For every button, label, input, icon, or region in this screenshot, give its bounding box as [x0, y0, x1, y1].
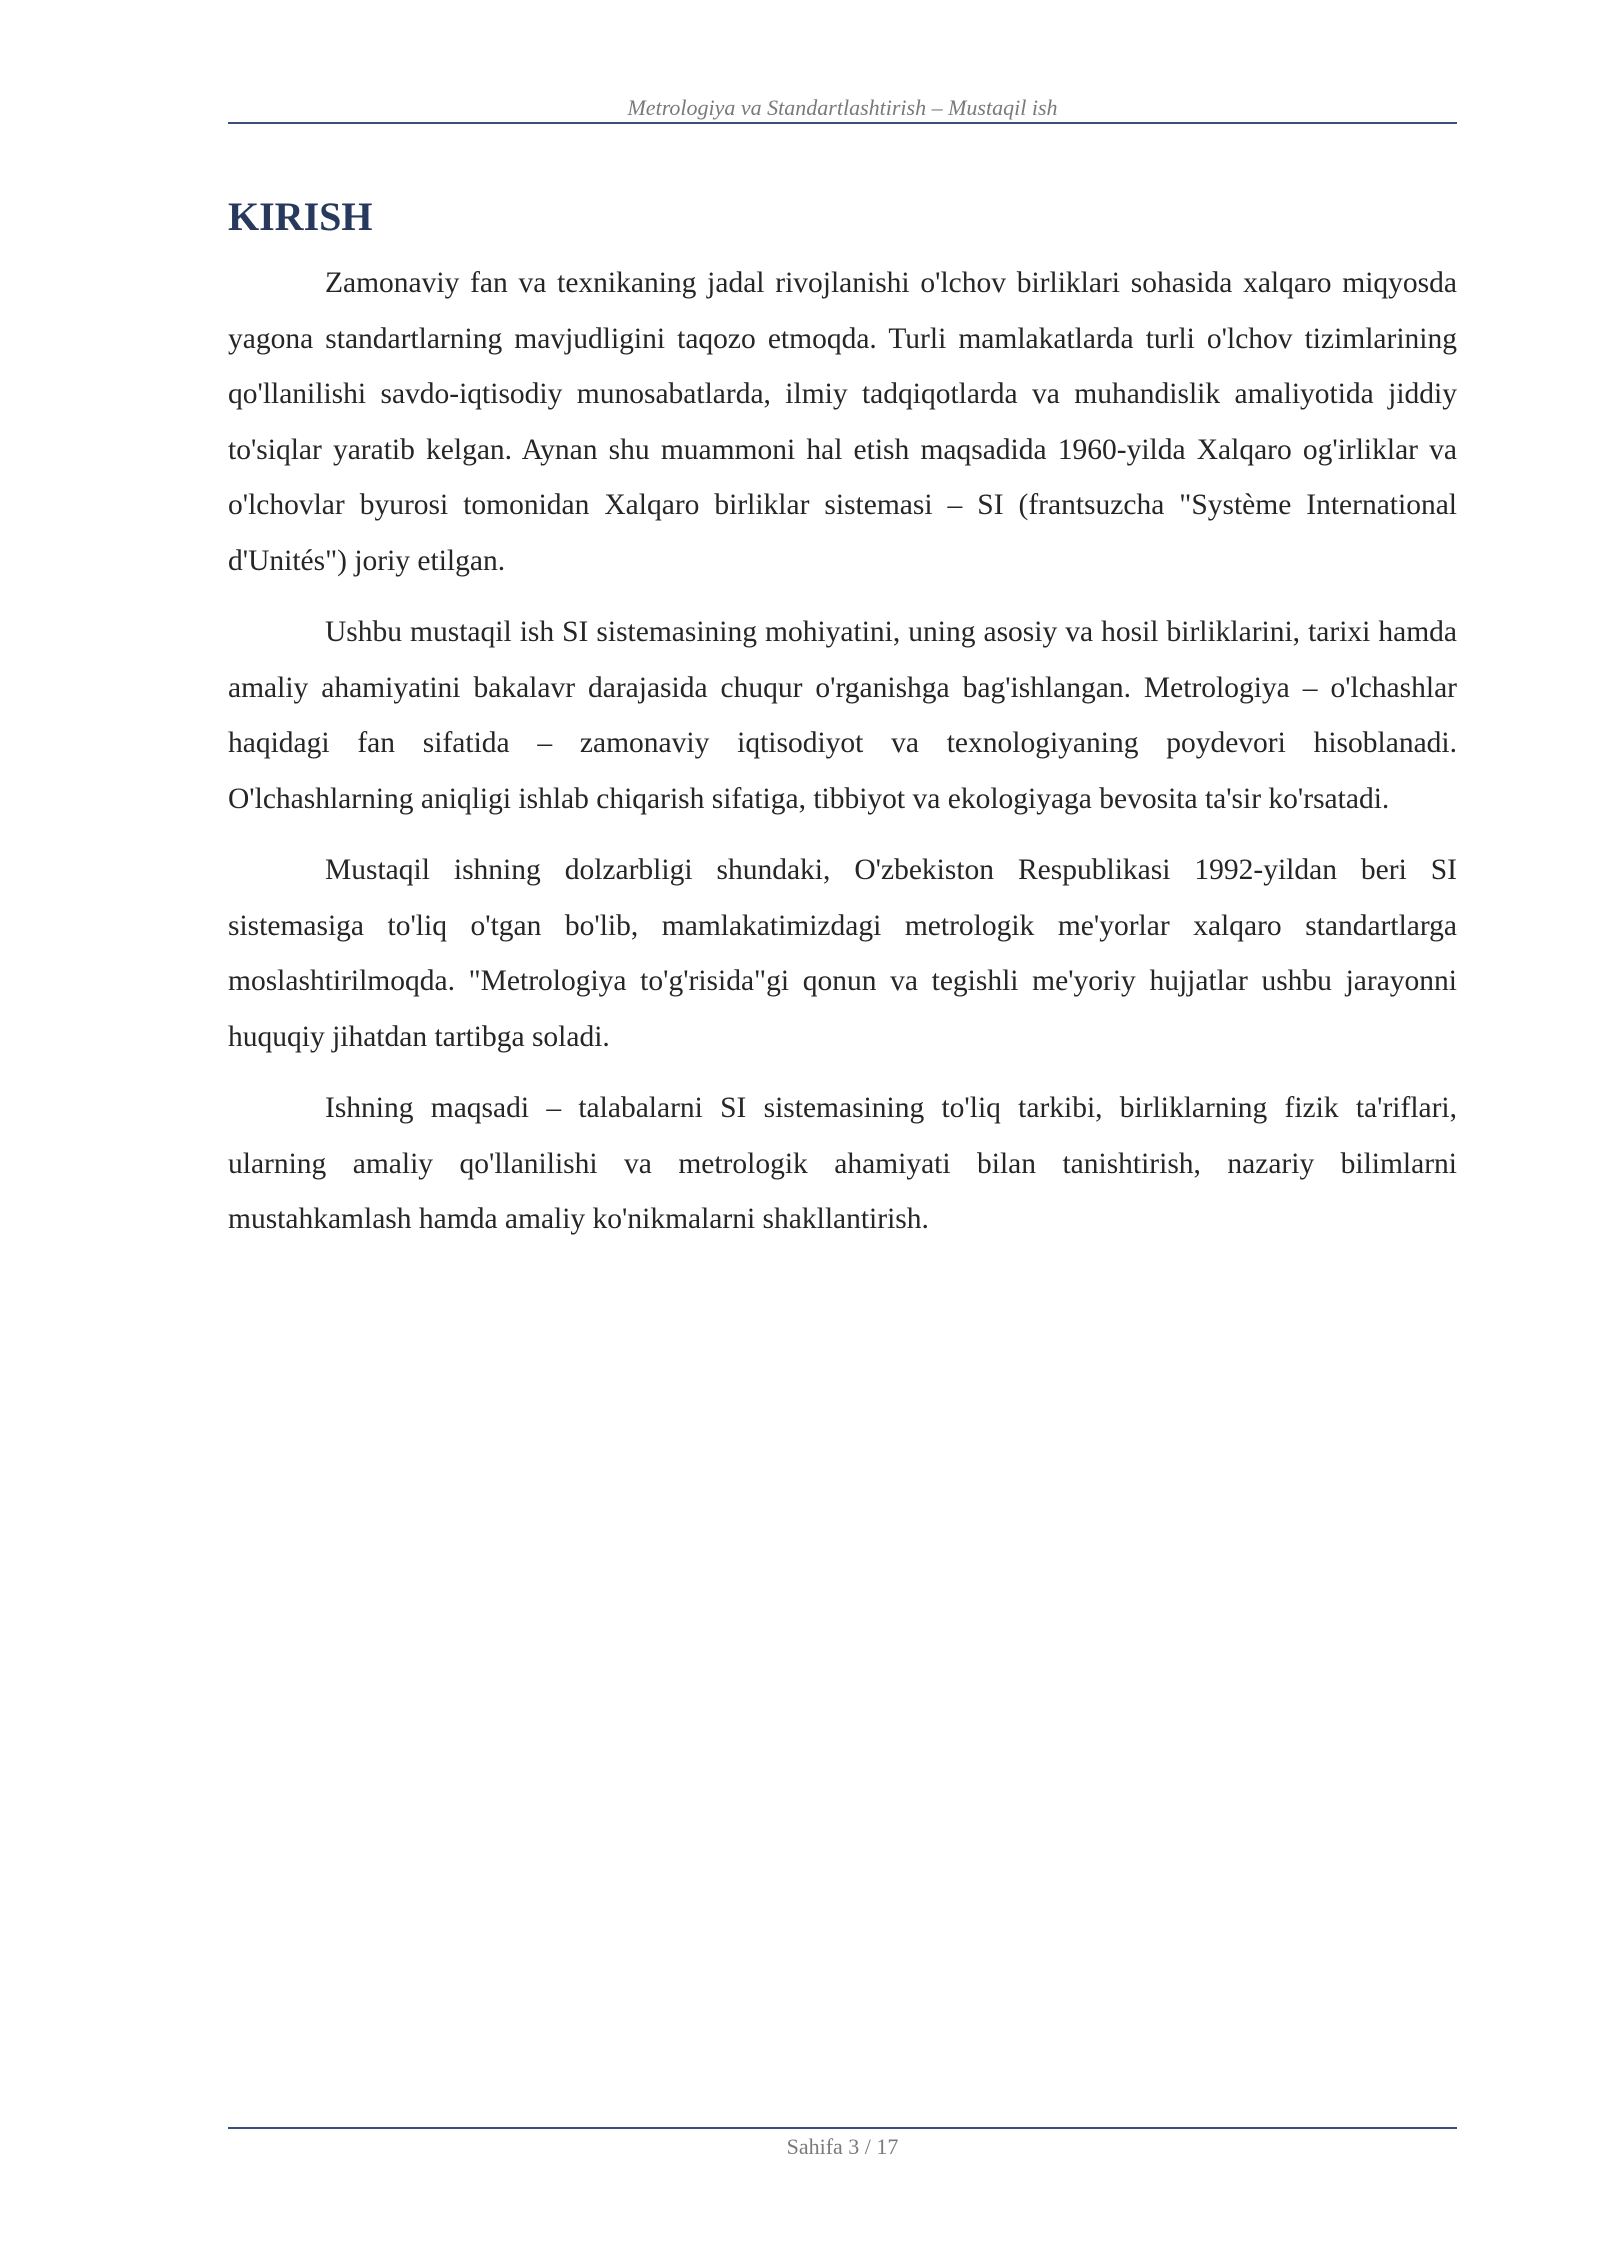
paragraph-4: Ishning maqsadi – talabalarni SI sistemasining to'liq tarkibi, birliklarning fizik ta'riflari, ularning amaliy qo'llanilishi va metrologik ahamiyati bilan tanishtirish, nazariy bilimlarni mustahkamlash hamda amaliy ko'nikmalarni shakllantirish. — [228, 1092, 1457, 1235]
paragraph-3: Mustaqil ishning dolzarbligi shundaki, O'zbekiston Respublikasi 1992-yildan beri SI sistemasiga to'liq o'tgan bo'lib, mamlakatimizdagi metrologik me'yorlar xalqaro standartlarga moslashtirilmoqda. "Metrologiya to'g'risida"gi qonun va tegishli me'yoriy hujjatlar ushbu jarayonni huquqiy jihatdan tartibga soladi. — [228, 854, 1457, 1053]
paragraph-2: Ushbu mustaqil ish SI sistemasining mohiyatini, uning asosiy va hosil birliklarini, tarixi hamda amaliy ahamiyatini bakalavr darajasida chuqur o'rganishga bag'ishlangan. Metrologiya – o'lchashlar haqidagi fan sifatida – zamonaviy iqtisodiyot va texnologiyaning poydevori hisoblanadi. O'lchashlarning aniqligi ishlab chiqarish sifatiga, tibbiyot va ekologiyaga bevosita ta'sir ko'rsatadi. — [228, 616, 1457, 815]
footer-divider — [228, 2127, 1457, 2129]
header-divider — [228, 122, 1457, 124]
body-text — [228, 256, 1457, 1264]
running-header: Metrologiya va Standartlashtirish – Mustaqil ish — [627, 95, 1058, 120]
section-title: KIRISH — [228, 194, 373, 239]
page-number: Sahifa 3 / 17 — [786, 2134, 899, 2159]
paragraph-1: Zamonaviy fan va texnikaning jadal rivojlanishi o'lchov birliklari sohasida xalqaro miqyosda yagona standartlarning mavjudligini taqozo etmoqda. Turli mamlakatlarda turli o'lchov tizimlarining qo'llanilishi savdo-iqtisodiy munosabatlarda, ilmiy tadqiqotlarda va muhandislik amaliyotida jiddiy to'siqlar yaratib kelgan. Aynan shu muammoni hal etish maqsadida 1960-yilda Xalqaro og'irliklar va o'lchovlar byurosi tomonidan Xalqaro birliklar sistemasi – SI (frantsuzcha "Système International d'Unités") joriy etilgan. — [228, 267, 1457, 577]
